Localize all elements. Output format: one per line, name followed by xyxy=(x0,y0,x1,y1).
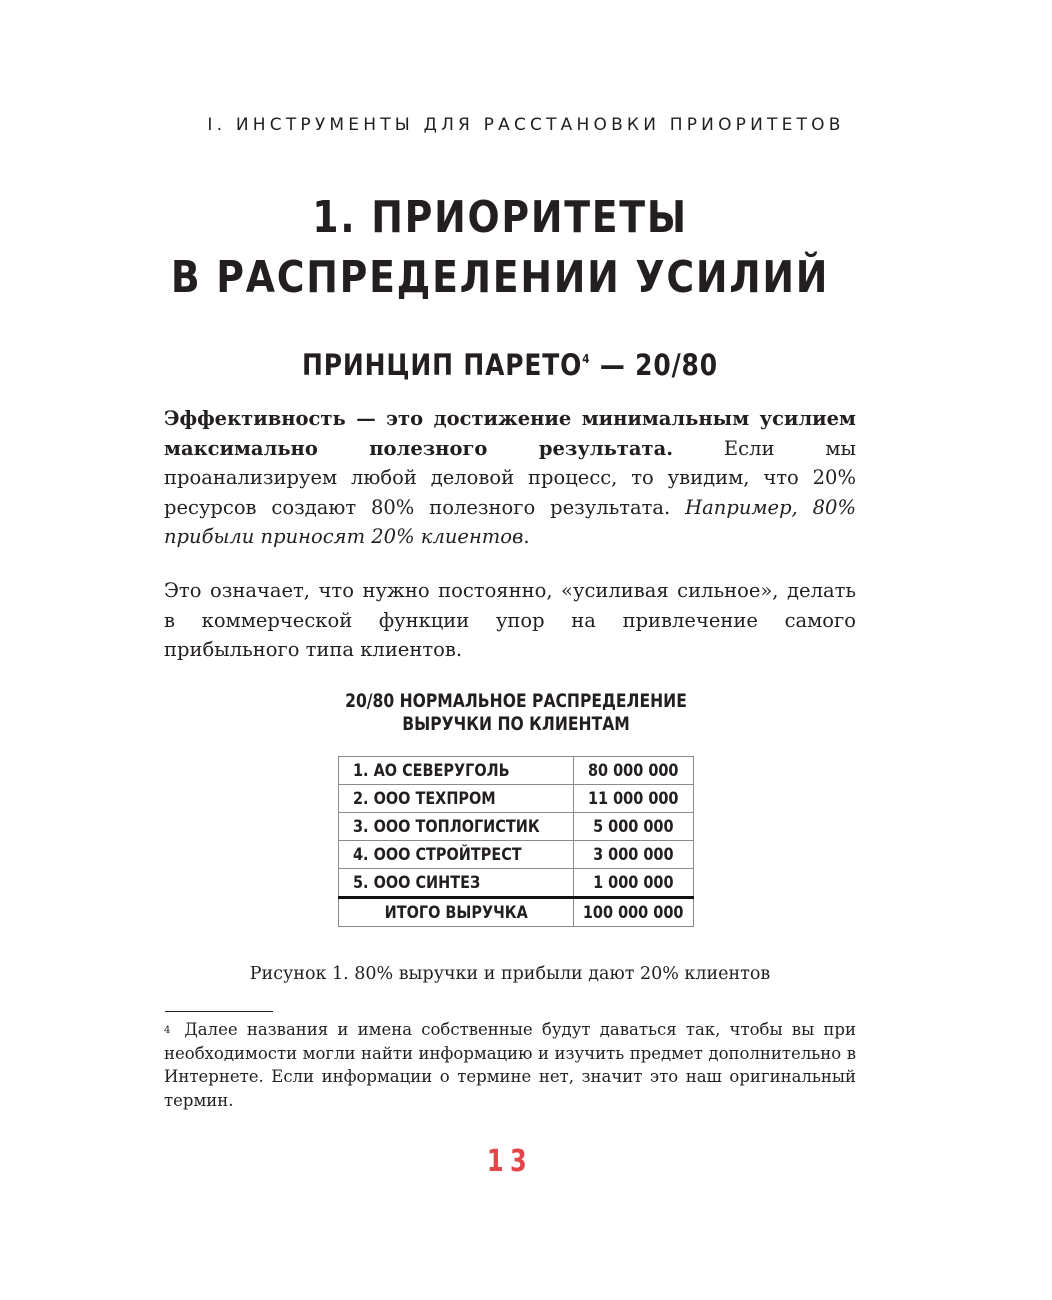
subtitle-ratio: — 20/80 xyxy=(590,348,718,382)
chapter-title-line-1: 1. ПРИОРИТЕТЫ xyxy=(312,192,688,243)
total-label-cell: ИТОГО ВЫРУЧКА xyxy=(339,898,574,927)
revenue-value-cell: 80 000 000 xyxy=(573,757,693,785)
client-name-cell: 5. ООО СИНТЕЗ xyxy=(339,869,574,898)
table-row xyxy=(339,813,694,841)
footnote-reference[interactable]: 4 xyxy=(582,352,591,366)
client-name-cell: 1. АО СЕВЕРУГОЛЬ xyxy=(339,757,574,785)
running-head: I. ИНСТРУМЕНТЫ ДЛЯ РАССТАНОВКИ ПРИОРИТЕТОВ xyxy=(207,115,845,135)
page-number: 13 xyxy=(486,1144,534,1179)
table-row xyxy=(339,869,694,898)
table-row xyxy=(339,841,694,869)
revenue-value-cell: 3 000 000 xyxy=(573,841,693,869)
chapter-title-line-2: В РАСПРЕДЕЛЕНИИ УСИЛИЙ xyxy=(170,252,830,303)
total-value-cell: 100 000 000 xyxy=(573,898,693,927)
client-name-cell: 4. ООО СТРОЙТРЕСТ xyxy=(339,841,574,869)
subtitle-text: ПРИНЦИП ПАРЕТО xyxy=(302,348,583,382)
paragraph-strategy: Это означает, что нужно постоянно, «усиливая сильное», делать в коммерческой функции упор на привлечение самого прибыльного типа клиентов. xyxy=(164,579,856,661)
table-row xyxy=(339,757,694,785)
revenue-value-cell: 11 000 000 xyxy=(573,785,693,813)
client-name-cell: 3. ООО ТОПЛОГИСТИК xyxy=(339,813,574,841)
revenue-table xyxy=(338,756,694,927)
figure-caption: Рисунок 1. 80% выручки и прибыли дают 20% клиентов xyxy=(249,964,771,984)
paragraph-efficiency xyxy=(164,404,856,552)
table-row xyxy=(339,785,694,813)
table-total-row xyxy=(339,898,694,927)
client-name-cell: 2. ООО ТЕХПРОМ xyxy=(339,785,574,813)
footnote xyxy=(164,1018,856,1112)
footnote-divider xyxy=(165,1011,273,1012)
paragraph-body: Если мы проанализируем любой деловой процесс, то увидим, что 20% ресурсов создают 80% полезного результата. xyxy=(164,436,857,519)
section-subtitle xyxy=(71,348,948,382)
table-title-line-2: ВЫРУЧКИ ПО КЛИЕНТАМ xyxy=(402,713,630,735)
footnote-mark: 4 xyxy=(164,1025,171,1036)
paragraph-bold-lead: Эффективность — это достижение минимальным усилием максимально полезного результата. xyxy=(164,407,856,460)
revenue-value-cell: 1 000 000 xyxy=(573,869,693,898)
footnote-text: Далее названия и имена собственные будут даваться так, чтобы вы при необходимости могли найти информацию и изучить предмет дополнительно в Интернете. Если информации о термине нет, значит это наш оригинальный термин. xyxy=(164,1020,856,1110)
paragraph-example: Например, 80% прибыли приносят 20% клиентов xyxy=(164,495,856,548)
paragraph-end: . xyxy=(523,525,530,548)
table-title-line-1: 20/80 НОРМАЛЬНОЕ РАСПРЕДЕЛЕНИЕ xyxy=(345,690,687,712)
revenue-value-cell: 5 000 000 xyxy=(573,813,693,841)
